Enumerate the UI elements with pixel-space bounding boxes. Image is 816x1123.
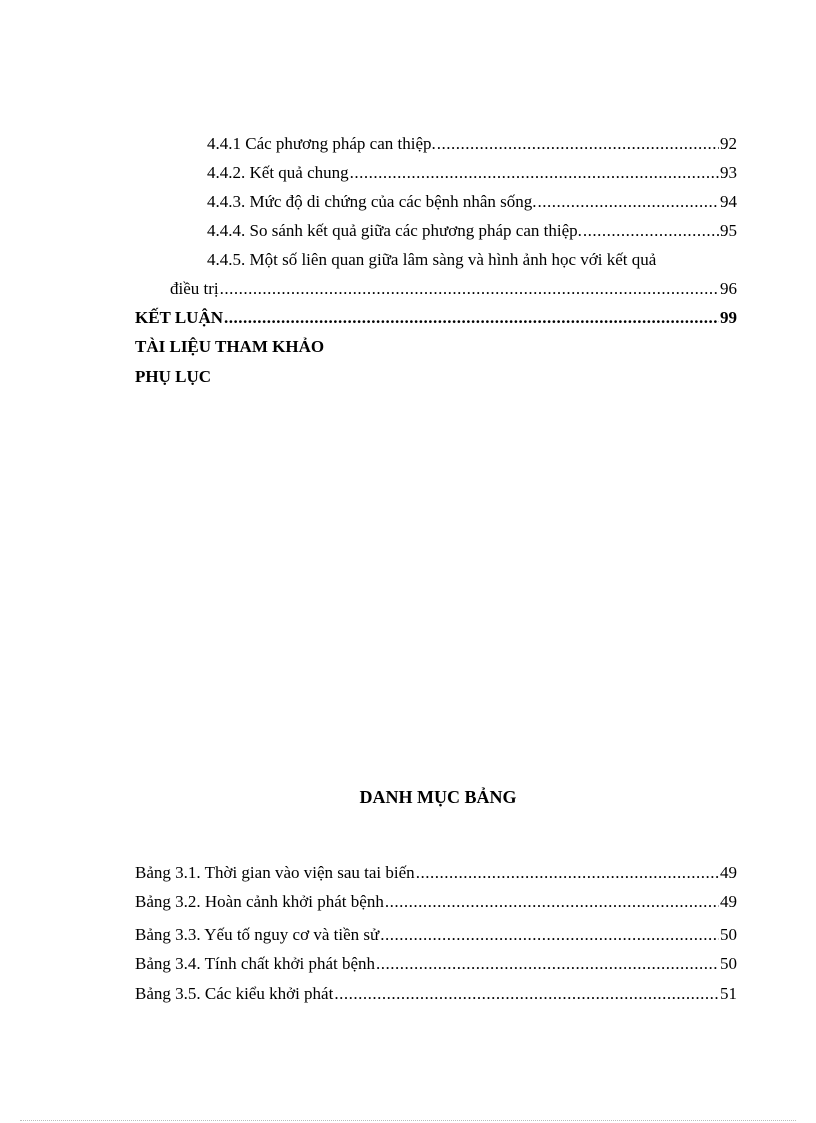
table-list-entry: [135, 983, 737, 1005]
dot-leader: [416, 862, 719, 884]
table-list-page: 50: [720, 925, 737, 944]
table-list-label: Bảng 3.4. Tính chất khởi phát bệnh: [135, 954, 376, 973]
dot-leader: [437, 133, 719, 155]
toc-entry-label-line1: 4.4.5. Một số liên quan giữa lâm sàng và hình ảnh học với kết quả: [207, 250, 657, 269]
toc-entry-page: 96: [720, 279, 737, 298]
toc-conclusion: [135, 307, 737, 329]
toc-appendix: PHỤ LỤC: [135, 367, 212, 386]
toc-entry: [170, 278, 737, 300]
table-list-label: Bảng 3.5. Các kiểu khởi phát: [135, 984, 334, 1003]
dot-leader: [220, 278, 719, 300]
tables-list-title: DANH MỤC BẢNG: [359, 787, 517, 807]
dot-leader: [380, 924, 719, 946]
toc-conclusion-label: KẾT LUẬN: [135, 308, 224, 327]
toc-entry: [207, 191, 737, 213]
toc-entry-label-line2: điều trị: [170, 279, 219, 298]
table-list-page: 49: [720, 863, 737, 882]
toc-entry-page: 93: [720, 163, 737, 182]
toc-entry-label: 4.4.2. Kết quả chung: [207, 163, 349, 182]
table-list-label: Bảng 3.3. Yếu tố nguy cơ và tiền sử: [135, 925, 380, 944]
toc-entry-label: 4.4.4. So sánh kết quả giữa các phương pháp can thiệp.: [207, 221, 582, 240]
toc-conclusion-page: 99: [720, 308, 737, 327]
table-list-label: Bảng 3.2. Hoàn cảnh khởi phát bệnh: [135, 892, 384, 911]
dot-leader: [583, 220, 719, 242]
table-list-page: 51: [720, 984, 737, 1003]
dot-leader: [224, 307, 719, 329]
toc-entry: [207, 162, 737, 184]
toc-entry: [207, 133, 737, 155]
table-list-page: 49: [720, 892, 737, 911]
table-list-label: Bảng 3.1. Thời gian vào viện sau tai biến: [135, 863, 415, 882]
table-list-entry: [135, 953, 737, 975]
dot-leader: [334, 983, 719, 1005]
toc-entry-page: 95: [720, 221, 737, 240]
dot-leader: [376, 953, 719, 975]
toc-entry-page: 94: [720, 192, 737, 211]
table-list-entry: [135, 891, 737, 913]
toc-entry: [207, 220, 737, 242]
toc-entry-label: 4.4.1 Các phương pháp can thiệp.: [207, 134, 436, 153]
page-bottom-rule: [20, 1120, 796, 1121]
toc-entry-label: 4.4.3. Mức độ di chứng của các bệnh nhân sống.: [207, 192, 537, 211]
table-list-page: 50: [720, 954, 737, 973]
dot-leader: [538, 191, 719, 213]
table-list-entry: [135, 924, 737, 946]
table-list-entry: [135, 862, 737, 884]
dot-leader: [385, 891, 719, 913]
dot-leader: [350, 162, 719, 184]
toc-references: TÀI LIỆU THAM KHẢO: [135, 337, 325, 356]
toc-entry-page: 92: [720, 134, 737, 153]
